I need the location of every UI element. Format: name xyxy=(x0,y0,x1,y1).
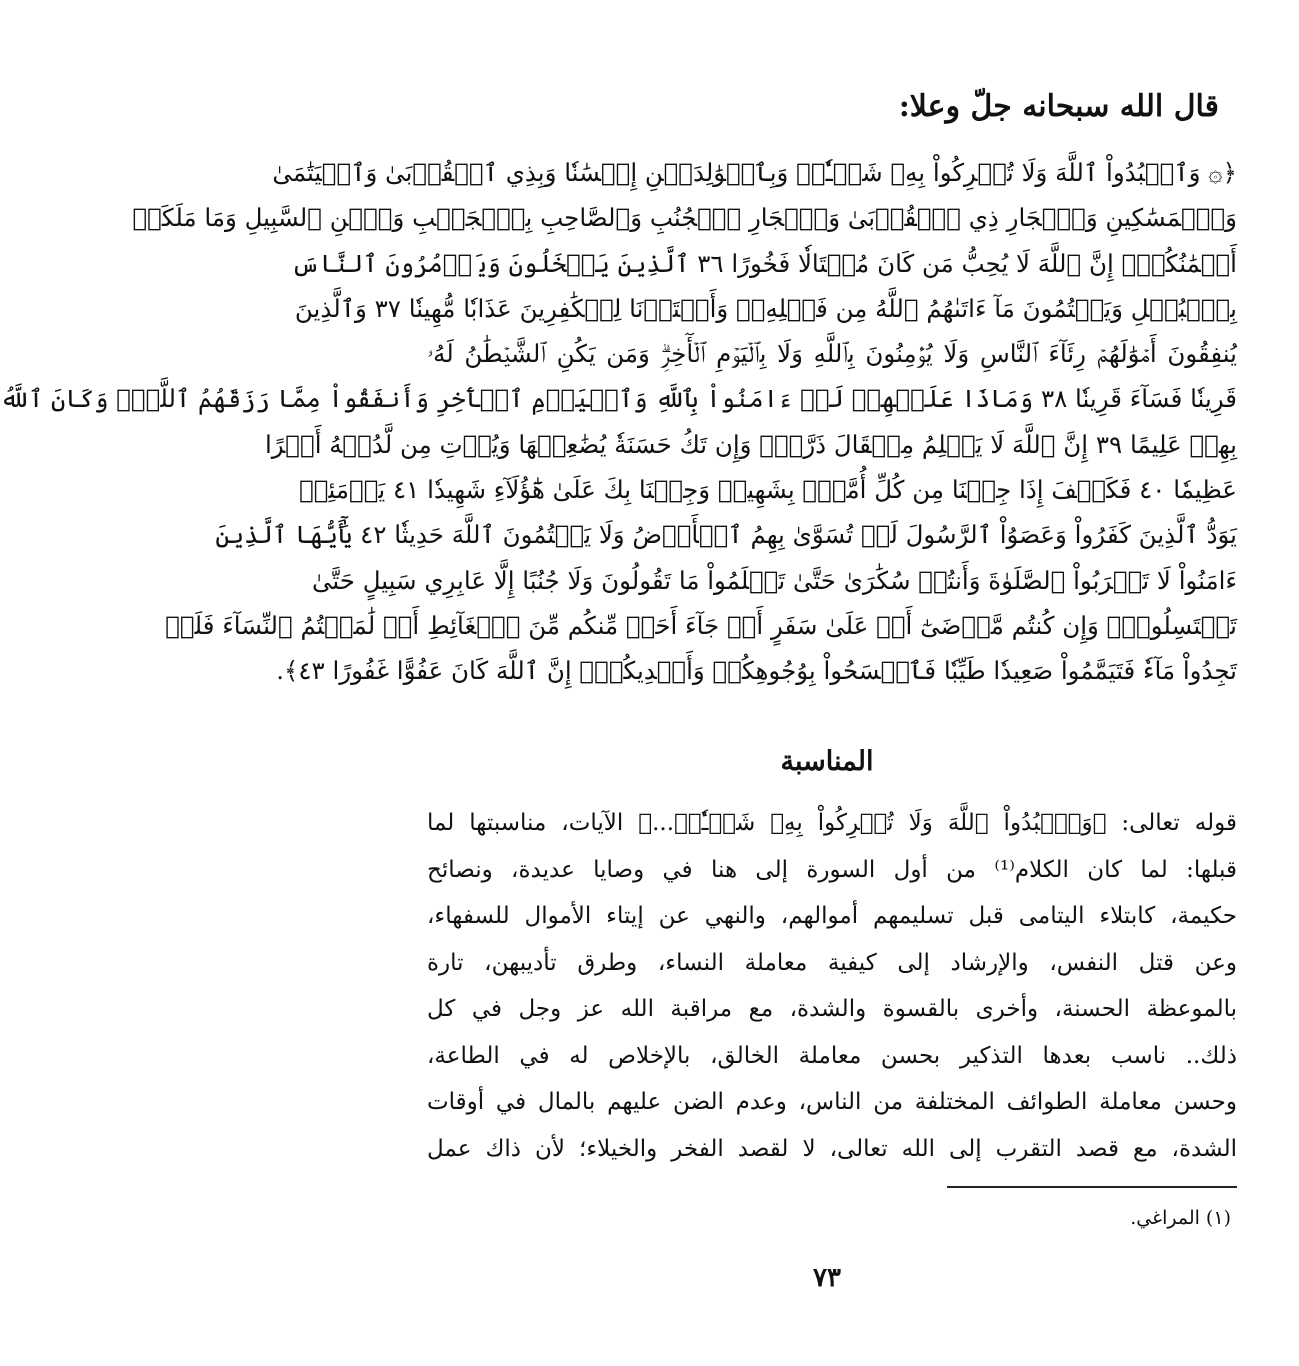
verse-line: وَٱلۡمَسَٰكِينِ وَٱلۡجَارِ ذِي ٱلۡقُرۡبَىٰ وَٱلۡجَارِ ٱلۡجُنُبِ وَٱلصَّاحِبِ بِٱلۡجَنۢبِ وَٱبۡنِ ٱلسَّبِيلِ وَمَا مَلَكَتۡ xyxy=(132,203,1237,233)
body-line: حكيمة، كابتلاء اليتامى قبل تسليمهم أموالهم، والنهي عن إيتاء الأموال للسفهاء، xyxy=(427,903,1237,929)
verse-line: قَرِينٗا فَسَآءَ قَرِينٗا ٣٨ وَمَاذَا عَلَيۡهِمۡ لَوۡ ءَامَنُواْ بِٱللَّهِ وَٱلۡيَوۡمِ ٱلۡأٓخِرِ وَأَنفَقُواْ مِمَّا رَزَقَهُمُ ٱللَّهُۚ وَكَانَ ٱللَّهُ xyxy=(0,384,1237,414)
page-heading: قال الله سبحانه جلّ وعلا: xyxy=(898,89,1219,124)
body-line: وحسن معاملة الطوائف المختلفة من الناس، وعدم الضن عليهم بالمال في أوقات xyxy=(427,1089,1237,1115)
verse-line: يُنفِقُونَ أَمۡوَٰلَهُمۡ رِئَآءَ ٱلنَّاسِ وَلَا يُؤۡمِنُونَ بِٱللَّهِ وَلَا بِٱلۡيَوۡمِ ٱلۡأٓخِرِۗ وَمَن يَكُنِ ٱلشَّيۡطَٰنُ لَهُۥ xyxy=(427,339,1237,369)
body-line: قبلها: لما كان الكلام⁽¹⁾ من أول السورة إلى هنا في وصايا عديدة، ونصائح xyxy=(427,856,1237,883)
verse-line: ﴿۞ وَٱعۡبُدُواْ ٱللَّهَ وَلَا تُشۡرِكُواْ بِهِۦ شَيۡـٔٗاۖ وَبِٱلۡوَٰلِدَيۡنِ إِحۡسَٰنٗا وَبِذِي ٱلۡقُرۡبَىٰ وَٱلۡيَتَٰمَىٰ xyxy=(272,158,1237,187)
verse-line: ءَامَنُواْ لَا تَقۡرَبُواْ ٱلصَّلَوٰةَ وَأَنتُمۡ سُكَٰرَىٰ حَتَّىٰ تَعۡلَمُواْ مَا تَقُولُونَ وَلَا جُنُبًا إِلَّا عَابِرِي سَبِيلٍ حَتَّىٰ xyxy=(311,565,1237,595)
footnote-divider xyxy=(947,1186,1237,1188)
quran-verse-block xyxy=(0,150,1237,694)
verse-line: يَوَدُّ ٱلَّذِينَ كَفَرُواْ وَعَصَوُاْ ٱلرَّسُولَ لَوۡ تُسَوَّىٰ بِهِمُ ٱلۡأَرۡضُ وَلَا يَكۡتُمُونَ ٱللَّهَ حَدِيثٗا ٤٢ يَٰٓأَيُّهَا ٱلَّذِينَ xyxy=(215,520,1237,550)
verse-line: بِٱلۡبُخۡلِ وَيَكۡتُمُونَ مَآ ءَاتَىٰهُمُ ٱللَّهُ مِن فَضۡلِهِۦۗ وَأَعۡتَدۡنَا لِلۡكَٰفِرِينَ عَذَابٗا مُّهِينٗا ٣٧ وَٱلَّذِينَ xyxy=(294,293,1237,323)
body-line: وعن قتل النفس، والإرشاد إلى كيفية معاملة النساء، وطرق تأديبهن، تارة xyxy=(427,949,1237,976)
section-title: المناسبة xyxy=(780,746,874,777)
body-line: قوله تعالى: ﴿وَٱعۡبُدُواْ ٱللَّهَ وَلَا تُشۡرِكُواْ بِهِۦ شَيۡـٔٗاۖ...﴾ الآيات، مناسبتها لما xyxy=(427,810,1237,836)
body-line: الشدة، مع قصد التقرب إلى الله تعالى، لا لقصد الفخر والخيلاء؛ لأن ذاك عمل xyxy=(427,1135,1237,1162)
page-number: ٧٣ xyxy=(813,1263,841,1293)
footnote: (١) المراغي. xyxy=(1130,1207,1231,1229)
verse-line: بِهِمۡ عَلِيمًا ٣٩ إِنَّ ٱللَّهَ لَا يَظۡلِمُ مِثۡقَالَ ذَرَّةٖۖ وَإِن تَكُ حَسَنَةٗ يُضَٰعِفۡهَا وَيُؤۡتِ مِن لَّدُنۡهُ أَجۡرًا xyxy=(264,429,1237,459)
body-line: بالموعظة الحسنة، وأخرى بالقسوة والشدة، مع مراقبة الله عز وجل في كل xyxy=(427,996,1237,1022)
verse-line: تَغۡتَسِلُواْۚ وَإِن كُنتُم مَّرۡضَىٰٓ أَوۡ عَلَىٰ سَفَرٍ أَوۡ جَآءَ أَحَدٞ مِّنكُم مِّنَ ٱلۡغَآئِطِ أَوۡ لَٰمَسۡتُمُ ٱلنِّسَآءَ فَلَمۡ xyxy=(165,610,1237,640)
body-line: ذلك.. ناسب بعدها التذكير بحسن معاملة الخالق، بالإخلاص له في الطاعة، xyxy=(427,1042,1237,1069)
verse-line: أَيۡمَٰنُكُمۡۗ إِنَّ ٱللَّهَ لَا يُحِبُّ مَن كَانَ مُخۡتَالٗا فَخُورًا ٣٦ ٱلَّذِينَ يَبۡخَلُونَ وَيَأۡمُرُونَ ٱلنَّاسَ xyxy=(291,248,1237,278)
body-paragraph xyxy=(427,800,1237,1172)
verse-line: عَظِيمٗا ٤٠ فَكَيۡفَ إِذَا جِئۡنَا مِن كُلِّ أُمَّةِۭ بِشَهِيدٖ وَجِئۡنَا بِكَ عَلَىٰ هَٰٓؤُلَآءِ شَهِيدٗا ٤١ يَوۡمَئِذٖ xyxy=(299,475,1237,505)
verse-line: تَجِدُواْ مَآءٗ فَتَيَمَّمُواْ صَعِيدٗا طَيِّبٗا فَٱمۡسَحُواْ بِوُجُوهِكُمۡ وَأَيۡدِيكُمۡۗ إِنَّ ٱللَّهَ كَانَ عَفُوًّا غَفُورًا ٤٣﴾. xyxy=(276,656,1237,686)
